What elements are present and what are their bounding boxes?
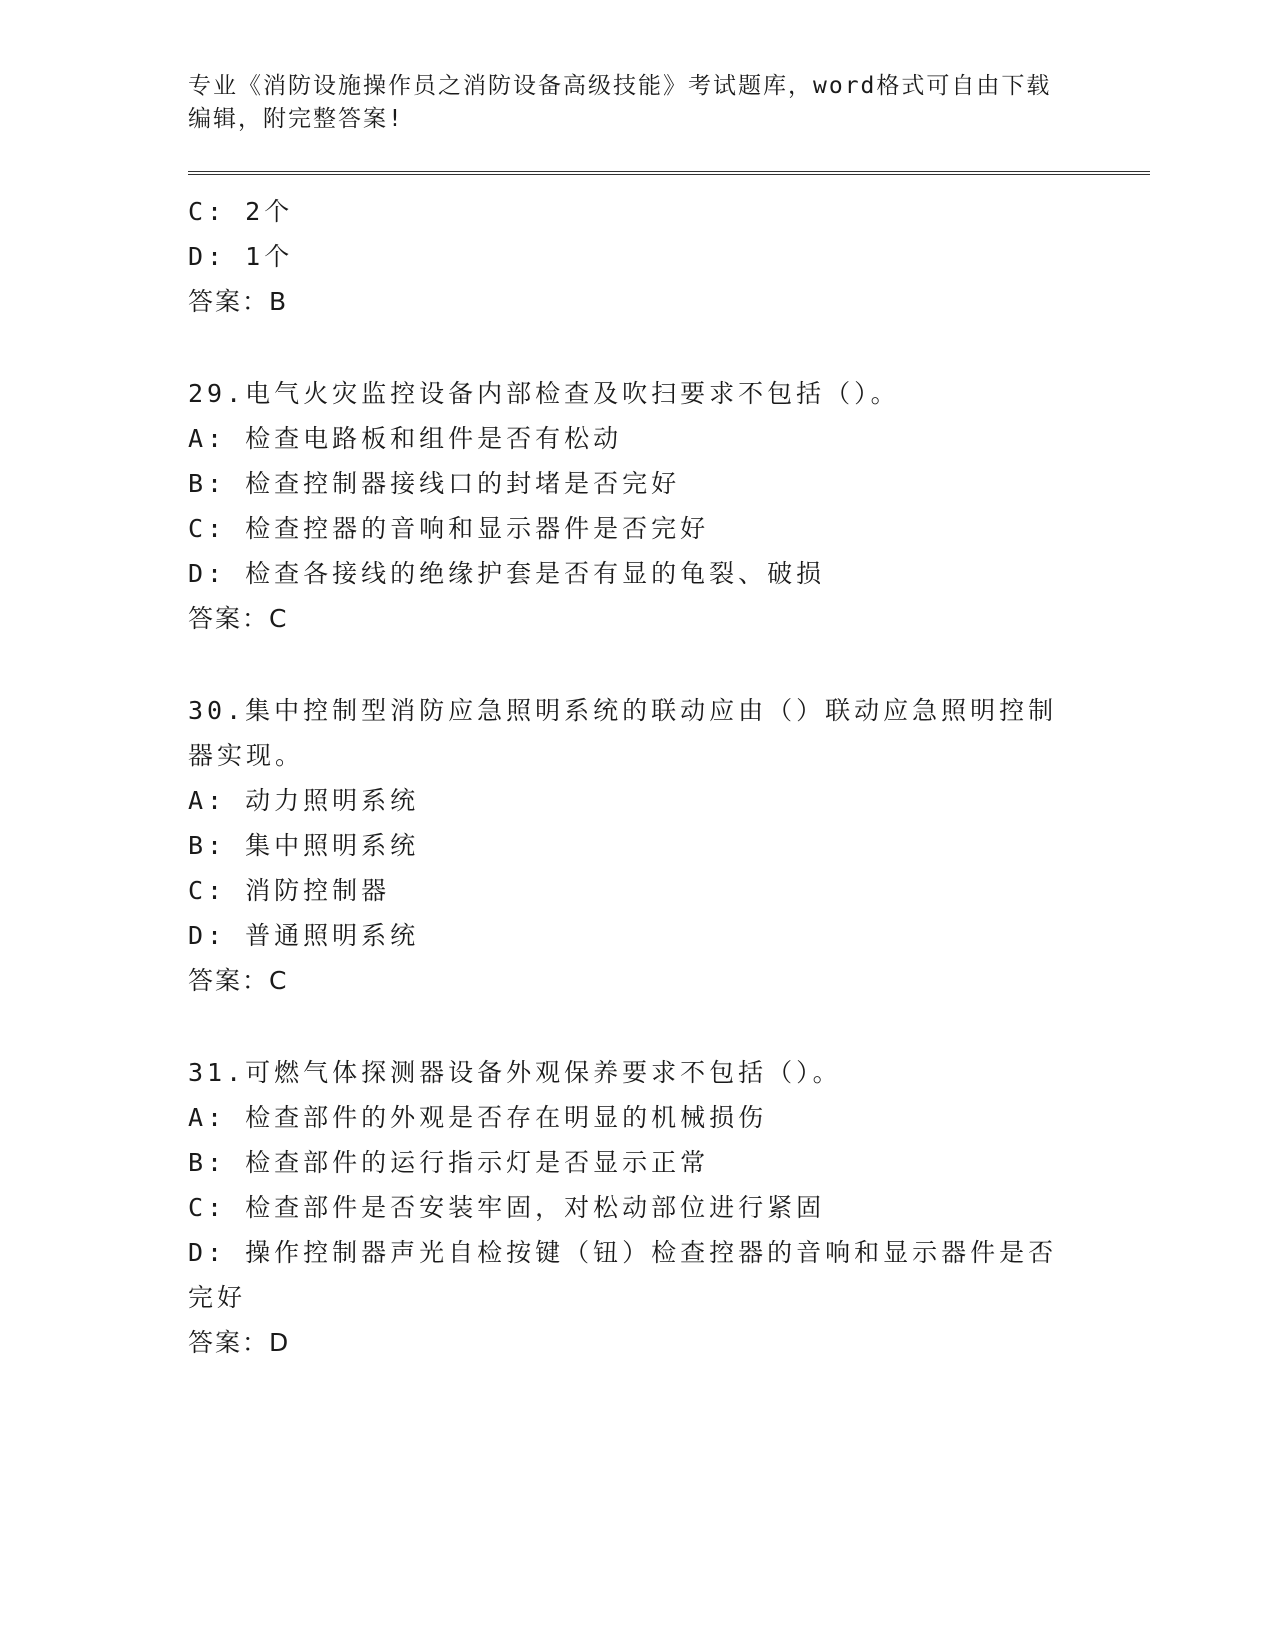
option-a: A: 动力照明系统 [188,786,420,815]
header-divider [188,171,1150,175]
option-d: D: 1个 [188,242,294,271]
question-29 [188,371,1150,641]
option-d: D: 操作控制器声光自检按键（钮）检查控器的音响和显示器件是否完好 [188,1238,1058,1312]
question-title: 30.集中控制型消防应急照明系统的联动应由（）联动应急照明控制器实现。 [188,696,1058,770]
option-d: D: 普通照明系统 [188,921,420,950]
prelude-block [188,189,1150,324]
answer-line: 答案：D [188,1328,291,1357]
option-a: A: 检查部件的外观是否存在明显的机械损伤 [188,1103,768,1132]
answer-line: 答案：B [188,287,289,316]
option-c: C: 消防控制器 [188,876,391,905]
answer-line: 答案：C [188,966,289,995]
answer-line: 答案：C [188,604,289,633]
document-page [188,70,1150,1365]
option-c: C: 检查控器的音响和显示器件是否完好 [188,514,710,543]
option-d: D: 检查各接线的绝缘护套是否有显的龟裂、破损 [188,559,826,588]
question-title: 31.可燃气体探测器设备外观保养要求不包括（）。 [188,1058,842,1087]
question-title: 29.电气火灾监控设备内部检查及吹扫要求不包括（）。 [188,379,900,408]
option-c: C: 2个 [188,197,294,226]
option-c: C: 检查部件是否安装牢固，对松动部位进行紧固 [188,1193,826,1222]
question-31 [188,1050,1150,1365]
option-b: B: 检查控制器接线口的封堵是否完好 [188,469,681,498]
page-header: 专业《消防设施操作员之消防设备高级技能》考试题库，word格式可自由下载编辑，附完整答案! [188,73,1052,132]
question-30 [188,688,1150,1003]
option-b: B: 检查部件的运行指示灯是否显示正常 [188,1148,710,1177]
option-a: A: 检查电路板和组件是否有松动 [188,424,623,453]
option-b: B: 集中照明系统 [188,831,420,860]
